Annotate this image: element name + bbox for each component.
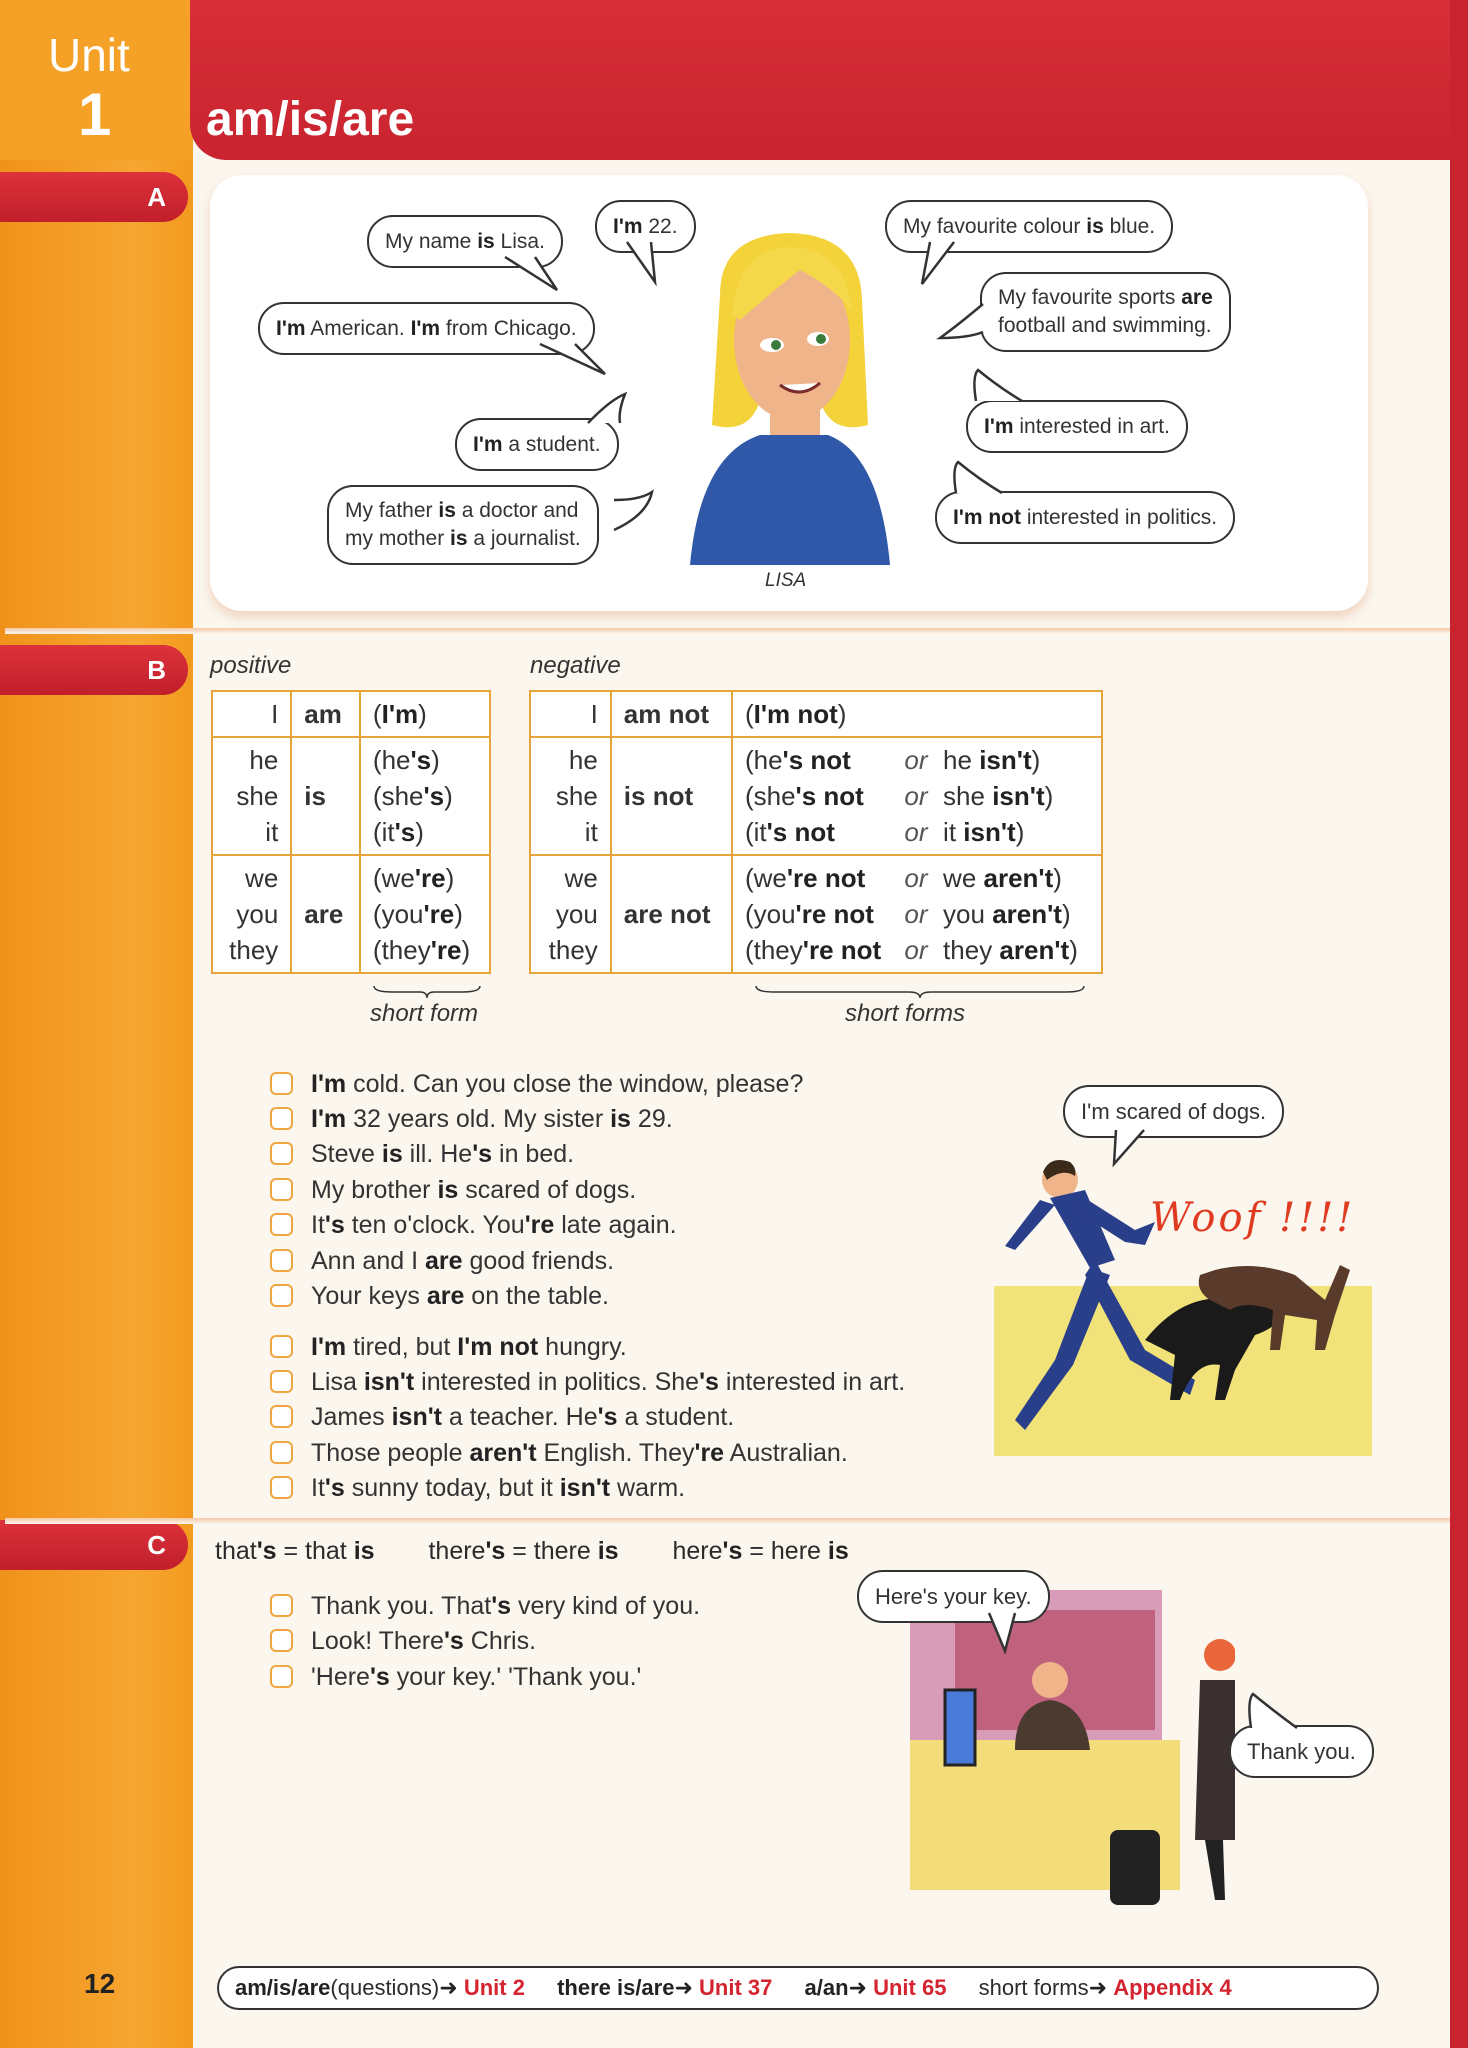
lisa-sweater: [690, 435, 890, 565]
table-cell: he isn't) she isn't) it isn't): [943, 737, 1102, 855]
positive-label: positive: [210, 652, 292, 679]
table-cell: we you they: [212, 855, 291, 973]
example-sentence: Those people aren't English. They're Australian.: [270, 1436, 848, 1470]
crossref-link[interactable]: there is/are➜ Unit 37: [557, 1975, 773, 2000]
example-sentence: Steve is ill. He's in bed.: [270, 1137, 574, 1171]
checkbox[interactable]: [270, 1665, 293, 1688]
table-cell: I: [212, 691, 291, 737]
table-cell: are not: [611, 855, 732, 973]
table-cell: (I'm not): [732, 691, 1102, 737]
checkbox[interactable]: [270, 1476, 293, 1499]
section-tab-c: C: [0, 1520, 188, 1570]
example-sentence: It's ten o'clock. You're late again.: [270, 1208, 677, 1242]
equation-heres: here's = here is: [672, 1537, 849, 1565]
table-row: [212, 855, 490, 973]
arrow-icon: ➜: [674, 1975, 693, 2000]
short-forms-brace: [754, 984, 1086, 1000]
arrow-icon: ➜: [848, 1975, 867, 2000]
checkbox[interactable]: [270, 1213, 293, 1236]
crossref-link[interactable]: am/is/are(questions)➜ Unit 2: [235, 1975, 525, 2000]
checkbox[interactable]: [270, 1594, 293, 1617]
bubble-sports: My favourite sports are football and swimming.: [980, 272, 1231, 352]
example-sentence: Lisa isn't interested in politics. She's interested in art.: [270, 1365, 905, 1399]
table-row: [212, 691, 490, 737]
checkbox[interactable]: [270, 1178, 293, 1201]
table-row: [212, 737, 490, 855]
short-form-brace: [372, 984, 482, 1000]
table-row: [530, 691, 1102, 737]
checkbox[interactable]: [270, 1142, 293, 1165]
bubble-colour: My favourite colour is blue.: [885, 200, 1173, 253]
bubble-thanks: Thank you.: [1229, 1725, 1374, 1778]
left-sidebar: [0, 0, 193, 2048]
example-sentence: My brother is scared of dogs.: [270, 1173, 636, 1207]
checkbox[interactable]: [270, 1335, 293, 1358]
section-tab-b: B: [0, 645, 188, 695]
positive-table: [211, 690, 491, 974]
checkbox[interactable]: [270, 1370, 293, 1393]
table-cell: is not: [611, 737, 732, 855]
receptionist-head: [1032, 1662, 1068, 1698]
table-row: [530, 737, 1102, 855]
bubble-name: My name is Lisa.: [367, 215, 563, 268]
contraction-equations: [215, 1537, 849, 1566]
example-sentence: Ann and I are good friends.: [270, 1244, 614, 1278]
section-divider: [5, 1518, 1450, 1524]
checkbox[interactable]: [270, 1405, 293, 1428]
table-cell: he she it: [530, 737, 611, 855]
checkbox[interactable]: [270, 1072, 293, 1095]
table-cell: we aren't) you aren't) they aren't): [943, 855, 1102, 973]
example-sentence: Look! There's Chris.: [270, 1624, 536, 1658]
computer-monitor: [945, 1690, 975, 1765]
woof-text: Woof !!!!: [1150, 1195, 1356, 1241]
checkbox[interactable]: [270, 1284, 293, 1307]
short-form-label: short form: [370, 1000, 479, 1027]
table-cell: am: [291, 691, 360, 737]
example-sentence: I'm 32 years old. My sister is 29.: [270, 1102, 673, 1136]
crossref-link[interactable]: short forms➜ Appendix 4: [978, 1975, 1232, 2000]
table-cell: we you they: [530, 855, 611, 973]
example-sentence: I'm tired, but I'm not hungry.: [270, 1330, 627, 1364]
checkbox[interactable]: [270, 1107, 293, 1130]
hotel-reception-illustration: [905, 1600, 1235, 1930]
unit-label: Unit: [48, 29, 130, 81]
crossref-link[interactable]: a/an➜ Unit 65: [804, 1975, 947, 2000]
example-sentence: I'm cold. Can you close the window, please?: [270, 1067, 803, 1101]
arrow-icon: ➜: [1088, 1975, 1108, 2000]
table-cell: (he's not (she's not (it's not: [732, 737, 892, 855]
checkbox[interactable]: [270, 1249, 293, 1272]
example-sentence: Thank you. That's very kind of you.: [270, 1589, 700, 1623]
section-tab-a: A: [0, 172, 188, 222]
guest-coat: [1195, 1680, 1235, 1840]
example-sentence: 'Here's your key.' 'Thank you.': [270, 1660, 641, 1694]
page-edge: [1450, 0, 1468, 2048]
checkbox[interactable]: [270, 1629, 293, 1652]
negative-label: negative: [530, 652, 621, 679]
table-row: [530, 855, 1102, 973]
example-sentence: James isn't a teacher. He's a student.: [270, 1400, 734, 1434]
arrow-icon: ➜: [439, 1975, 458, 2000]
bubble-art: I'm interested in art.: [966, 400, 1188, 453]
bubble-key: Here's your key.: [857, 1570, 1050, 1623]
bubble-politics: I'm not interested in politics.: [935, 491, 1235, 544]
table-cell: is: [291, 737, 360, 855]
table-cell: he she it: [212, 737, 291, 855]
guest-hair: [1204, 1639, 1235, 1671]
suitcase: [1110, 1830, 1160, 1905]
bubble-scared: I'm scared of dogs.: [1063, 1085, 1284, 1138]
table-cell: (we're not (you're not (they're not: [732, 855, 892, 973]
checkbox[interactable]: [270, 1441, 293, 1464]
example-sentence: It's sunny today, but it isn't warm.: [270, 1471, 685, 1505]
table-cell: am not: [611, 691, 732, 737]
table-cell: are: [291, 855, 360, 973]
page-number: 12: [84, 1968, 116, 1999]
table-cell: or or or: [892, 855, 943, 973]
table-cell: (I'm): [360, 691, 490, 737]
equation-theres: there's = there is: [428, 1537, 619, 1565]
lisa-caption: LISA: [765, 570, 807, 591]
example-sentence: Your keys are on the table.: [270, 1279, 609, 1313]
equation-thats: that's = that is: [215, 1537, 375, 1565]
table-cell: or or or: [892, 737, 943, 855]
bubble-american: I'm American. I'm from Chicago.: [258, 302, 595, 355]
table-cell: I: [530, 691, 611, 737]
negative-table: [529, 690, 1103, 974]
unit-number: 1: [78, 81, 112, 148]
lisa-illustration: [680, 225, 900, 565]
table-cell: (we're) (you're) (they're): [360, 855, 490, 973]
section-divider: [5, 628, 1450, 634]
bubble-student: I'm a student.: [455, 418, 619, 471]
table-cell: (he's) (she's) (it's): [360, 737, 490, 855]
page-title: am/is/are: [206, 93, 415, 146]
bubble-age: I'm 22.: [595, 200, 696, 253]
bubble-father: My father is a doctor and my mother is a journalist.: [327, 485, 599, 565]
cross-reference-bar: [217, 1966, 1379, 2010]
short-forms-label: short forms: [845, 1000, 966, 1027]
